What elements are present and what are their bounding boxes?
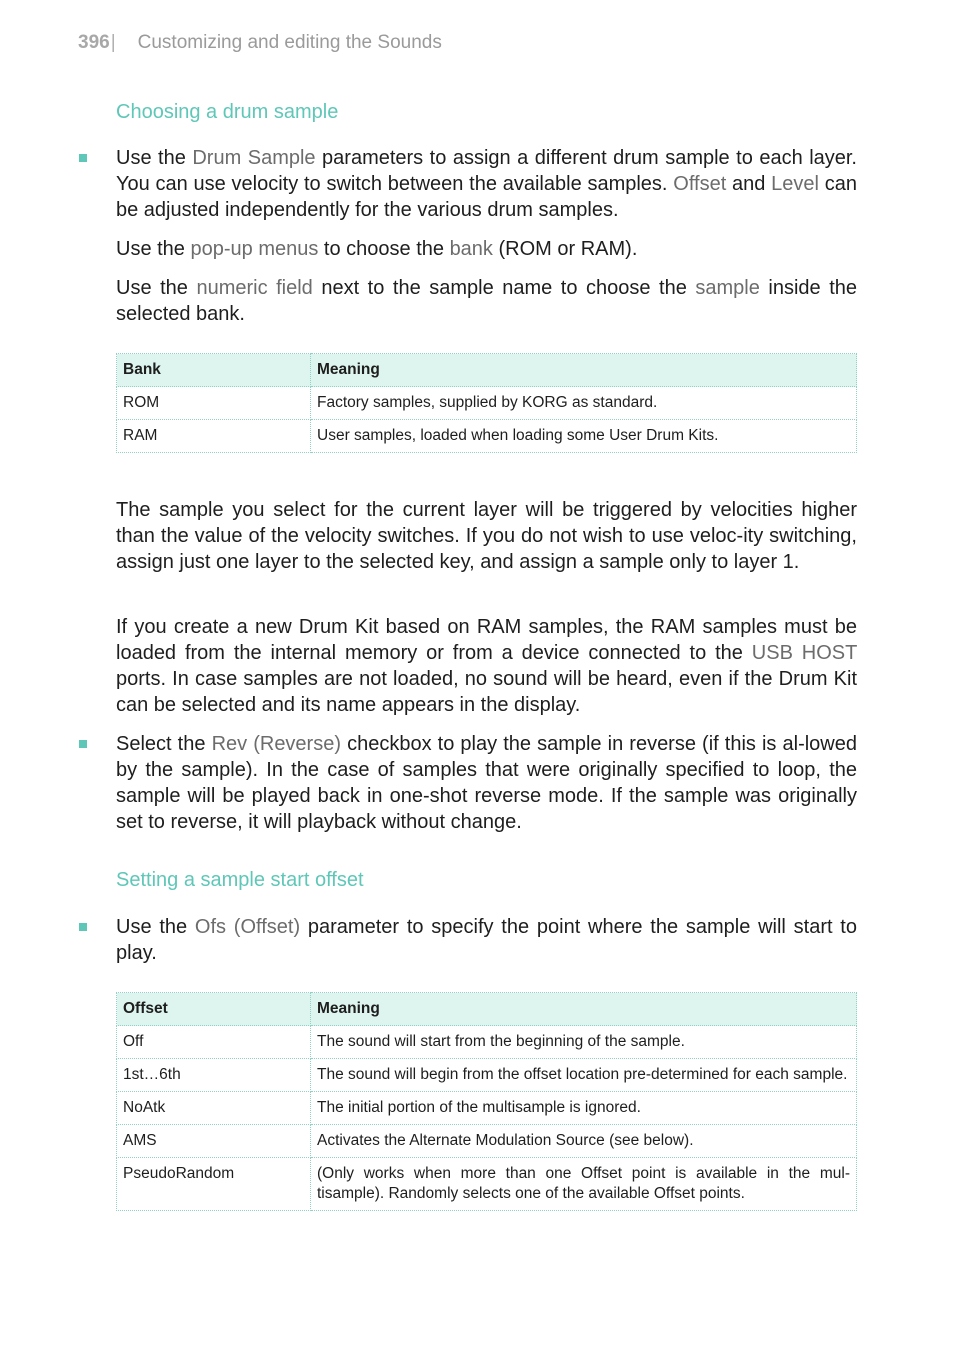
keyword-level: Level	[771, 173, 819, 195]
table-cell: RAM	[117, 420, 311, 453]
table-cell: The sound will begin from the offset location pre-determined for each sample.	[311, 1059, 857, 1092]
table-row	[117, 1026, 857, 1059]
keyword-numeric-field: numeric field	[196, 277, 313, 299]
keyword-usb-host: USB HOST	[751, 642, 857, 664]
table-cell: 1st…6th	[117, 1059, 311, 1092]
table-row	[117, 1092, 857, 1125]
keyword-bank: bank	[449, 238, 493, 260]
table-cell: The initial portion of the multisample is ignored.	[311, 1092, 857, 1125]
table-cell: AMS	[117, 1125, 311, 1158]
bullet-square-icon	[79, 154, 87, 162]
table-header: Meaning	[311, 993, 857, 1026]
header-separator: |	[110, 32, 116, 53]
bank-table	[116, 353, 857, 453]
chapter-title: Customizing and editing the Sounds	[137, 32, 442, 53]
page-header	[78, 32, 442, 54]
bullet-drum-sample: Use the Drum Sample parameters to assign a different drum sample to each layer. You can use velocity to switch between the available samples. Offset and Level can be adjusted independently for the various drum samples.	[116, 145, 857, 223]
para-numeric-field: Use the numeric field next to the sample name to choose the sample inside the selected bank.	[116, 277, 858, 325]
table-cell: NoAtk	[117, 1092, 311, 1125]
table-header-row	[117, 993, 857, 1026]
page-number: 396	[78, 32, 110, 53]
keyword-ofs-offset: Ofs (Offset)	[194, 916, 301, 938]
section-title-drum-sample: Choosing a drum sample	[116, 101, 339, 123]
table-header-row	[117, 354, 857, 387]
keyword-offset: Offset	[673, 173, 727, 195]
table-row	[117, 1059, 857, 1092]
table-row	[117, 1158, 857, 1211]
table-row	[117, 1125, 857, 1158]
para-popup-menus: Use the pop-up menus to choose the bank (ROM or RAM).	[116, 238, 638, 260]
table-header: Meaning	[311, 354, 857, 387]
table-cell: User samples, loaded when loading some User Drum Kits.	[311, 420, 857, 453]
table-row	[117, 387, 857, 420]
table-cell: PseudoRandom	[117, 1158, 311, 1211]
table-row	[117, 420, 857, 453]
bullet-square-icon	[79, 740, 87, 748]
table-cell: The sound will start from the beginning of the sample.	[311, 1026, 857, 1059]
para-ram-samples: If you create a new Drum Kit based on RAM samples, the RAM samples must be loaded from the internal memory or from a device connected to the USB HOST ports. In case samples are not loaded, no sound will be heard, even if the Drum Kit can be selected and its name appears in the display.	[116, 616, 857, 716]
keyword-rev-reverse: Rev (Reverse)	[211, 733, 342, 755]
table-header: Offset	[117, 993, 311, 1026]
keyword-sample: sample	[695, 277, 760, 299]
table-header: Bank	[117, 354, 311, 387]
offset-table	[116, 992, 857, 1211]
section-title-offset: Setting a sample start offset	[116, 869, 364, 891]
table-cell: ROM	[117, 387, 311, 420]
keyword-popup-menus: pop-up menus	[190, 238, 319, 260]
table-cell: Activates the Alternate Modulation Source (see below).	[311, 1125, 857, 1158]
keyword-drum-sample: Drum Sample	[192, 147, 316, 169]
bullet-square-icon	[79, 923, 87, 931]
table-cell: Off	[117, 1026, 311, 1059]
para-velocity: The sample you select for the current layer will be triggered by velocities higher than the value of the velocity switches. If you do not wish to use veloc-ity switching, assign just one layer to the selected key, and assign a sample only to layer 1.	[116, 499, 857, 573]
table-cell: (Only works when more than one Offset point is available in the mul-tisample). Randomly selects one of the available Offset points.	[311, 1158, 857, 1211]
bullet-reverse: Select the Rev (Reverse) checkbox to play the sample in reverse (if this is al-lowed by the sample). In the case of samples that were originally specified to loop, the sample will be played back in one-shot reverse mode. If the sample was originally set to reverse, it will playback without change.	[116, 731, 857, 835]
table-cell: Factory samples, supplied by KORG as standard.	[311, 387, 857, 420]
bullet-offset: Use the Ofs (Offset) parameter to specify the point where the sample will start to play.	[116, 914, 857, 966]
